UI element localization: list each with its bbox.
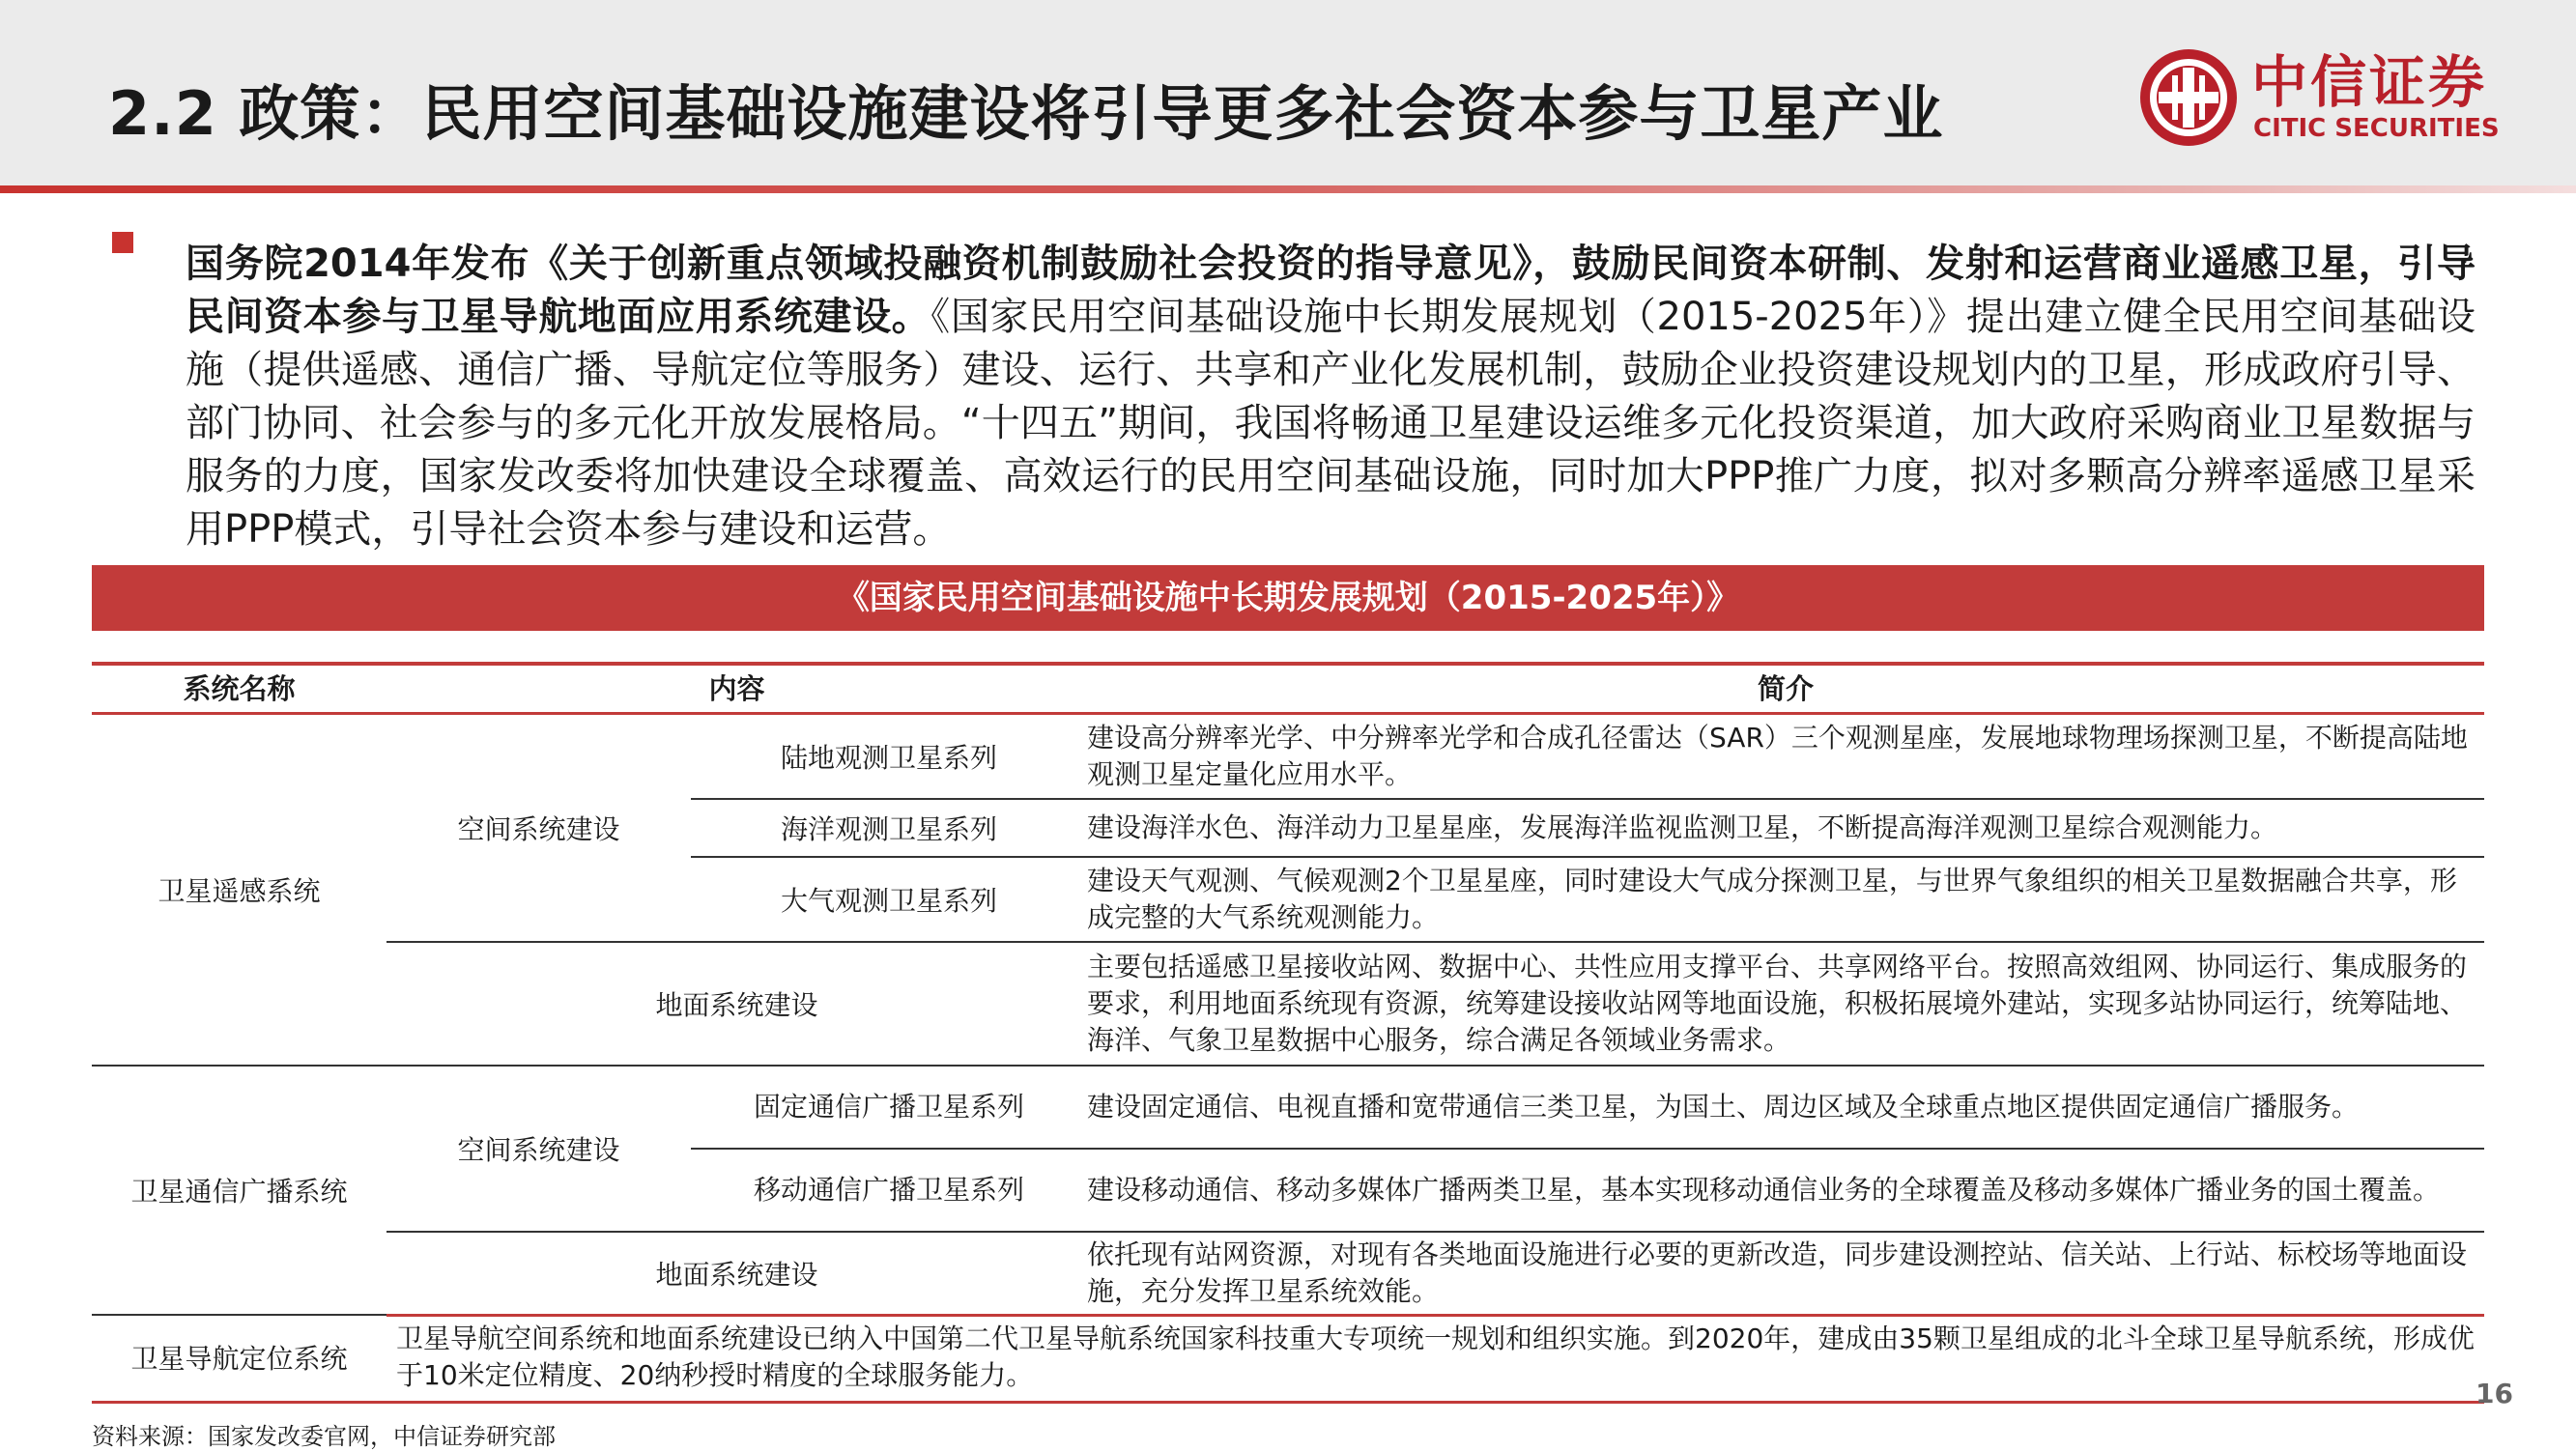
navigation-desc: 卫星导航空间系统和地面系统建设已纳入中国第二代卫星导航系统国家科技重大专项统一规划和组织实施。到2020年，建成由35颗卫星组成的北斗全球卫星导航系统，形成优于10米定位精度、20纳秒授时精度的全球服务能力。 <box>396 1322 2475 1391</box>
fixed-series-desc: 建设固定通信、电视直播和宽带通信三类卫星，为国土、周边区域及全球重点地区提供固定通信广播服务。 <box>1087 1066 2484 1149</box>
header-intro: 简介 <box>1087 662 2484 714</box>
paragraph-normal-text: 《国家民用空间基础设施中长期发展规划（2015-2025年）》提出建立健全民用空间基础设施（提供遥感、通信广播、导航定位等服务）建设、运行、共享和产业化发展机制，鼓励企业投资建设规划内的卫星，形成政府引导、部门协同、社会参与的多元化开放发展格局。“十四五”期间，我国将畅通卫星建设运维多元化投资渠道，加大政府采购商业卫星数据与服务的力度，国家发改委将加快建设全球覆盖、高效运行的民用空间基础设施，同时加大PPP推广力度，拟对多颗高分辨率遥感卫星采用PPP模式，引导社会资本参与建设和运营。 <box>186 295 2476 552</box>
comm-ground-desc: 依托现有站网资源，对现有各类地面设施进行必要的更新改造，同步建设测控站、信关站、上行站、标校场等地面设施，充分发挥卫星系统效能。 <box>1087 1232 2484 1316</box>
comm-space-construction: 空间系统建设 <box>386 1066 691 1232</box>
table-row <box>92 1066 2484 1149</box>
table-row <box>92 942 2484 1066</box>
table-row <box>92 714 2484 799</box>
system-navigation: 卫星导航定位系统 <box>130 1342 348 1375</box>
logo-text-cn: 中信证券 <box>2251 49 2488 115</box>
source-note: 资料来源：国家发改委官网，中信证券研究部 <box>92 1423 556 1450</box>
table-title-banner: 《国家民用空间基础设施中长期发展规划（2015-2025年）》 <box>92 565 2484 631</box>
remote-ground-construction: 地面系统建设 <box>386 942 1087 1066</box>
system-remote-sensing: 卫星遥感系统 <box>92 714 386 1066</box>
table-row <box>92 1315 2484 1398</box>
header-system: 系统名称 <box>92 662 386 714</box>
header-content: 内容 <box>386 662 1087 714</box>
fixed-series-name: 固定通信广播卫星系列 <box>691 1066 1087 1149</box>
page-title: 2.2 政策：民用空间基础设施建设将引导更多社会资本参与卫星产业 <box>108 78 1944 149</box>
atmo-series-desc: 建设天气观测、气候观测2个卫星星座，同时建设大气成分探测卫星，与世界气象组织的相关卫星数据融合共享，形成完整的大气系统观测能力。 <box>1087 857 2484 942</box>
citic-logo-icon <box>2137 46 2240 149</box>
table-row <box>92 1232 2484 1316</box>
remote-ground-desc: 主要包括遥感卫星接收站网、数据中心、共性应用支撑平台、共享网络平台。按照高效组网、协同运行、集成服务的要求，利用地面系统现有资源，统筹建设接收站网等地面设施，积极拓展境外建站，实现多站协同运行，统筹陆地、海洋、气象卫星数据中心服务，综合满足各领域业务需求。 <box>1087 942 2484 1066</box>
mobile-series-name: 移动通信广播卫星系列 <box>691 1149 1087 1232</box>
citic-logo <box>2137 46 2500 153</box>
atmo-series-name: 大气观测卫星系列 <box>691 857 1087 942</box>
plan-table <box>92 662 2484 1398</box>
paragraph-bold-text: 国务院2014年发布《关于创新重点领域投融资机制鼓励社会投资的指导意见》，鼓励民间资本研制、发射和运营商业遥感卫星，引导民间资本参与卫星导航地面应用系统建设。 <box>186 242 2476 339</box>
land-series-name: 陆地观测卫星系列 <box>691 714 1087 799</box>
logo-text-en: CITIC SECURITIES <box>2253 114 2500 143</box>
comm-ground-construction: 地面系统建设 <box>386 1232 1087 1316</box>
land-series-desc: 建设高分辨率光学、中分辨率光学和合成孔径雷达（SAR）三个观测星座，发展地球物理场探测卫星，不断提高陆地观测卫星定量化应用水平。 <box>1087 714 2484 799</box>
policy-paragraph <box>186 238 2476 556</box>
page-number: 16 <box>2476 1378 2513 1409</box>
table-header-row <box>92 662 2484 714</box>
ocean-series-desc: 建设海洋水色、海洋动力卫星星座，发展海洋监视监测卫星，不断提高海洋观测卫星综合观测能力。 <box>1087 799 2484 857</box>
remote-space-construction: 空间系统建设 <box>386 714 691 942</box>
header-divider <box>0 185 2576 193</box>
table-bottom-rule <box>92 1401 2484 1404</box>
ocean-series-name: 海洋观测卫星系列 <box>691 799 1087 857</box>
system-comm-broadcast: 卫星通信广播系统 <box>92 1066 386 1316</box>
mobile-series-desc: 建设移动通信、移动多媒体广播两类卫星，基本实现移动通信业务的全球覆盖及移动多媒体广播业务的国土覆盖。 <box>1087 1149 2484 1232</box>
bullet-square-icon <box>112 232 133 253</box>
